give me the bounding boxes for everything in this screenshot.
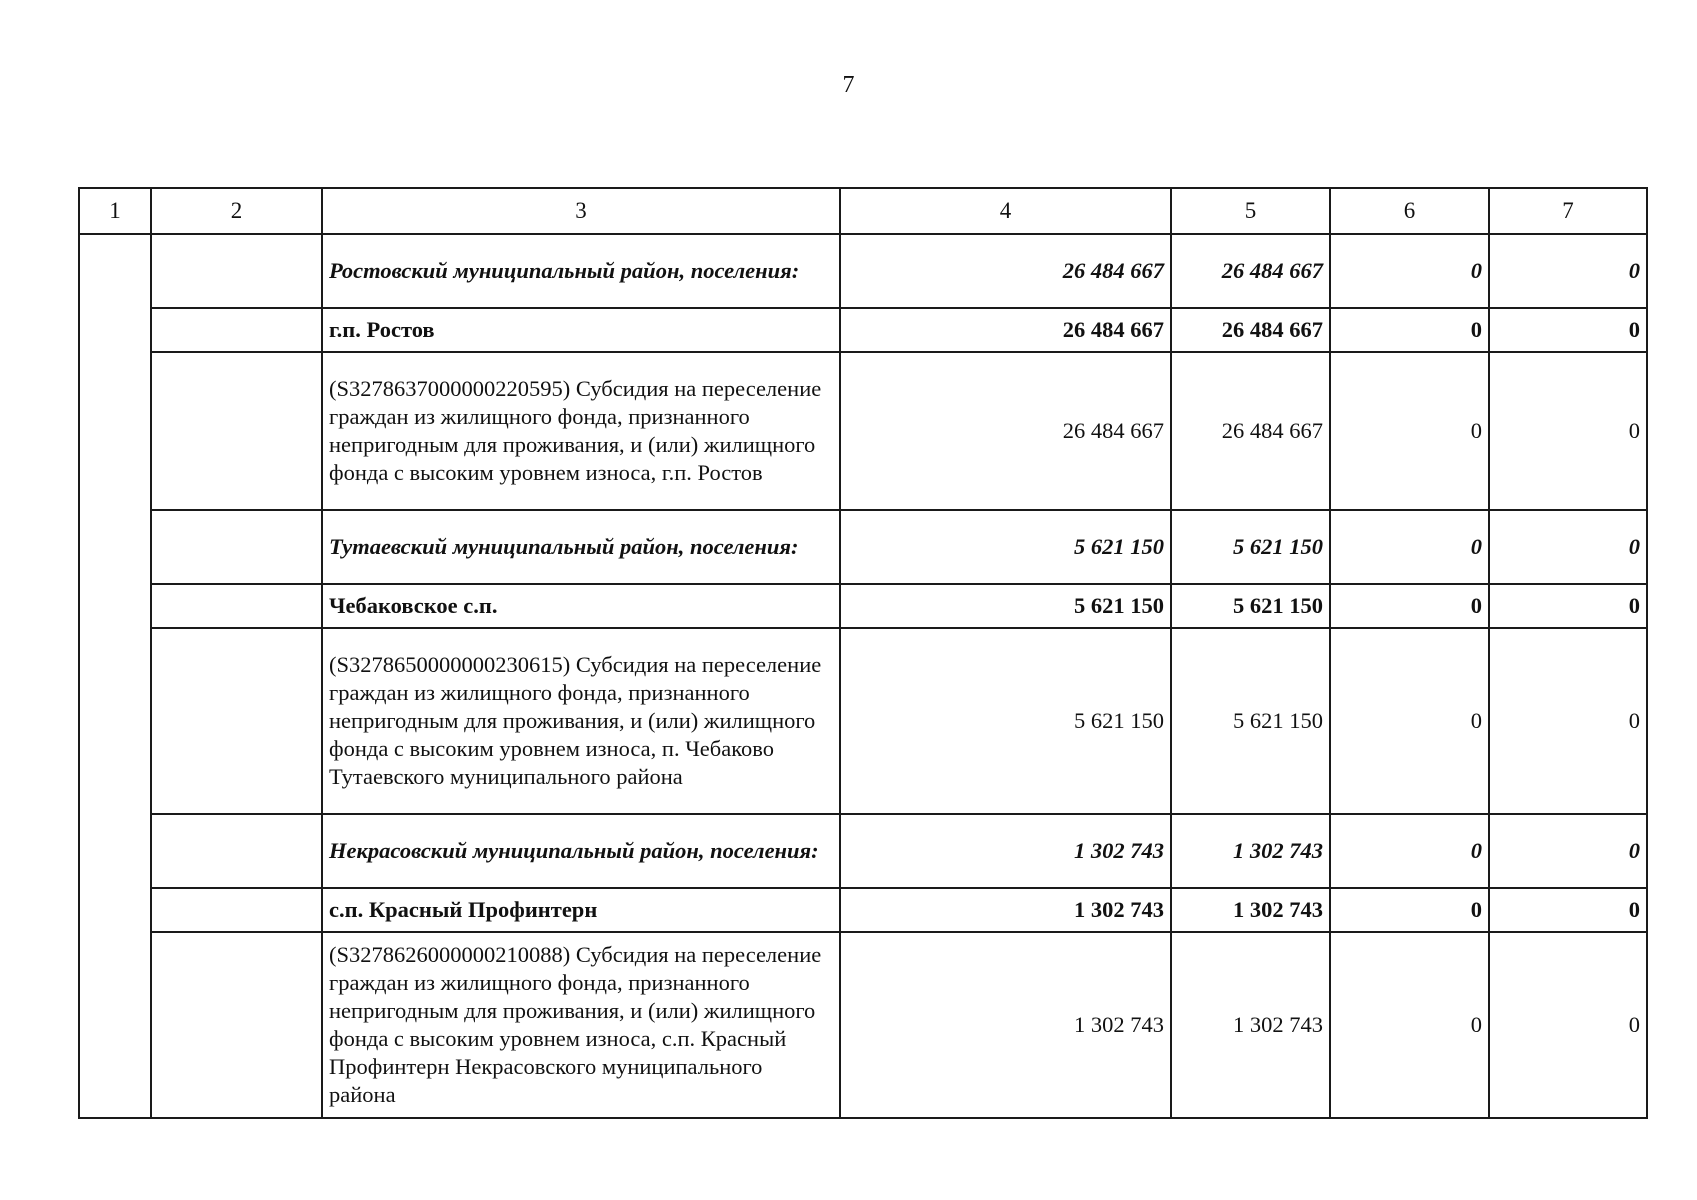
- empty-cell: [151, 888, 322, 932]
- row-name: Некрасовский муниципальный район, поселения:: [322, 814, 840, 888]
- empty-cell: [151, 932, 322, 1118]
- value-cell: 26 484 667: [840, 308, 1171, 352]
- value-cell: 0: [1489, 352, 1647, 510]
- empty-cell: [151, 352, 322, 510]
- value-cell: 5 621 150: [1171, 510, 1330, 584]
- row-name: Чебаковское с.п.: [322, 584, 840, 628]
- empty-cell: [151, 814, 322, 888]
- value-cell: 1 302 743: [840, 888, 1171, 932]
- value-cell: 26 484 667: [1171, 234, 1330, 308]
- table-row-item: [79, 932, 1647, 1118]
- value-cell: 26 484 667: [1171, 308, 1330, 352]
- page-number: 7: [842, 72, 855, 98]
- table-row-item: [79, 628, 1647, 814]
- value-cell: 0: [1330, 352, 1489, 510]
- value-cell: 0: [1489, 628, 1647, 814]
- empty-cell: [151, 234, 322, 308]
- column-number: 4: [840, 188, 1171, 234]
- value-cell: 5 621 150: [840, 628, 1171, 814]
- row-name: Тутаевский муниципальный район, поселения:: [322, 510, 840, 584]
- value-cell: 5 621 150: [1171, 584, 1330, 628]
- table-row-district: [79, 814, 1647, 888]
- value-cell: 5 621 150: [840, 510, 1171, 584]
- value-cell: 0: [1489, 234, 1647, 308]
- table-row-settlement: [79, 888, 1647, 932]
- value-cell: 5 621 150: [840, 584, 1171, 628]
- row-name: с.п. Красный Профинтерн: [322, 888, 840, 932]
- column-number: 2: [151, 188, 322, 234]
- column-number: 6: [1330, 188, 1489, 234]
- empty-cell: [151, 584, 322, 628]
- value-cell: 1 302 743: [840, 932, 1171, 1118]
- value-cell: 0: [1330, 308, 1489, 352]
- row-name: (S327863700000022059​5) Субсидия на переселение граждан из жилищного фонда, признанного непригодным для проживания, и (или) жилищного фонда с высоким уровнем износа, г.п. Ростов: [322, 352, 840, 510]
- value-cell: 1 302 743: [1171, 814, 1330, 888]
- value-cell: 0: [1330, 584, 1489, 628]
- row-name: г.п. Ростов: [322, 308, 840, 352]
- empty-cell: [151, 308, 322, 352]
- value-cell: 26 484 667: [1171, 352, 1330, 510]
- column-number: 3: [322, 188, 840, 234]
- row-name: (S3278626000000210088) Субсидия на переселение граждан из жилищного фонда, признанного непригодным для проживания, и (или) жилищного фонда с высоким уровнем износа, с.п. Красный Профинтерн Некрасовского муниципального района: [322, 932, 840, 1118]
- value-cell: 0: [1330, 510, 1489, 584]
- column-number-row: [79, 188, 1647, 234]
- value-cell: 0: [1330, 628, 1489, 814]
- value-cell: 0: [1330, 932, 1489, 1118]
- column-number: 5: [1171, 188, 1330, 234]
- value-cell: 0: [1330, 888, 1489, 932]
- value-cell: 0: [1489, 888, 1647, 932]
- column-number: 1: [79, 188, 151, 234]
- empty-cell: [151, 510, 322, 584]
- value-cell: 1 302 743: [1171, 932, 1330, 1118]
- value-cell: 0: [1489, 584, 1647, 628]
- table-row-district: [79, 234, 1647, 308]
- value-cell: 0: [1489, 814, 1647, 888]
- value-cell: 0: [1489, 932, 1647, 1118]
- table-row-item: [79, 352, 1647, 510]
- value-cell: 0: [1330, 234, 1489, 308]
- column-number: 7: [1489, 188, 1647, 234]
- table-row-settlement: [79, 308, 1647, 352]
- value-cell: 0: [1330, 814, 1489, 888]
- budget-table: [78, 187, 1648, 1119]
- value-cell: 26 484 667: [840, 352, 1171, 510]
- value-cell: 0: [1489, 308, 1647, 352]
- value-cell: 1 302 743: [1171, 888, 1330, 932]
- table-row-settlement: [79, 584, 1647, 628]
- value-cell: 26 484 667: [840, 234, 1171, 308]
- value-cell: 5 621 150: [1171, 628, 1330, 814]
- row-name: (S3278650000000230615) Субсидия на переселение граждан из жилищного фонда, признанного непригодным для проживания, и (или) жилищного фонда с высоким уровнем износа, п. Чебаково Тутаевского муниципального района: [322, 628, 840, 814]
- row-name: Ростовский муниципальный район, поселения:: [322, 234, 840, 308]
- table-row-district: [79, 510, 1647, 584]
- value-cell: 0: [1489, 510, 1647, 584]
- value-cell: 1 302 743: [840, 814, 1171, 888]
- empty-cell: [79, 234, 151, 1118]
- empty-cell: [151, 628, 322, 814]
